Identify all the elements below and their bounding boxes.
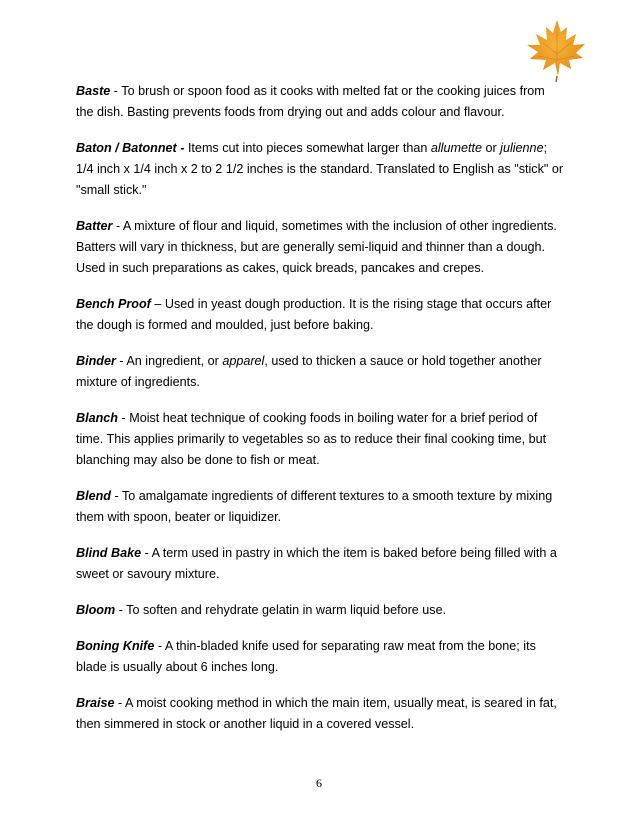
entry-definition: To soften and rehydrate gelatin in warm liquid before use. [126,602,447,617]
glossary-entry [76,693,564,735]
entry-term: Blind Bake [76,545,142,560]
entry-definition: or [481,140,501,155]
entry-separator: – [150,296,165,311]
entry-separator: - [115,602,127,617]
page-number: 6 [316,776,322,790]
entry-definition: A moist cooking method in which the main item, usually meat, is seared in fat, then simmered in stock or another liquid in a covered vessel. [76,695,557,731]
entry-term: Baste [76,83,111,98]
glossary-entry [76,351,564,393]
glossary-entry [76,81,564,123]
entry-italic-term: julienne [500,140,544,155]
entry-term: Binder [76,353,116,368]
entry-separator: - [110,83,122,98]
glossary-entries [76,68,564,750]
entry-definition: To amalgamate ingredients of different textures to a smooth texture by mixing them with spoon, beater or liquidizer. [76,488,553,524]
entry-definition: ; 1/4 inch x 1/4 inch x 2 to 2 1/2 inches is the standard. Translated to English as "stick" or "small stick." [76,140,564,197]
entry-term: Bench Proof [76,296,151,311]
glossary-entry [76,408,564,471]
glossary-entry [76,636,564,678]
entry-term: Bloom [76,602,116,617]
entry-separator: - [118,410,130,425]
entry-term: Batter [76,218,113,233]
entry-italic-term: allumette [430,140,482,155]
entry-term: Braise [76,695,115,710]
glossary-entry [76,600,564,621]
glossary-entry [76,543,564,585]
entry-definition: , used to thicken a sauce or hold together another mixture of ingredients. [76,353,542,389]
entry-definition: To brush or spoon food as it cooks with melted fat or the cooking juices from the dish. Basting prevents foods from drying out and adds colour and flavour. [76,83,545,119]
entry-italic-term: apparel [222,353,265,368]
entry-definition: A term used in pastry in which the item is baked before being filled with a sweet or savoury mixture. [76,545,557,581]
glossary-entry [76,216,564,279]
entry-definition: Moist heat technique of cooking foods in boiling water for a brief period of time. This applies primarily to vegetables so as to reduce their final cooking time, but blanching may also be done to fish or meat. [76,410,547,467]
entry-separator: - [112,218,123,233]
glossary-entry [76,138,564,201]
glossary-entry [76,294,564,336]
entry-term: Boning Knife [76,638,155,653]
entry-definition: An ingredient, or [126,353,223,368]
entry-term: Blanch [76,410,118,425]
entry-separator: - [115,353,127,368]
entry-definition: Items cut into pieces somewhat larger than [187,140,431,155]
entry-definition: A thin-bladed knife used for separating raw meat from the bone; its blade is usually about 6 inches long. [76,638,536,674]
entry-term: Baton / Batonnet - [76,140,185,155]
entry-definition: Used in yeast dough production. It is the rising stage that occurs after the dough is formed and moulded, just before baking. [76,296,552,332]
entry-definition: A mixture of flour and liquid, sometimes with the inclusion of other ingredients. Batters will vary in thickness, but are generally semi-liquid and thinner than a dough. Used in such preparations as cakes, quick breads, pancakes and crepes. [76,218,557,275]
entry-separator: - [110,488,122,503]
entry-separator: - [114,695,126,710]
entry-term: Blend [76,488,111,503]
glossary-entry [76,486,564,528]
entry-separator: - [141,545,152,560]
entry-separator: - [154,638,165,653]
